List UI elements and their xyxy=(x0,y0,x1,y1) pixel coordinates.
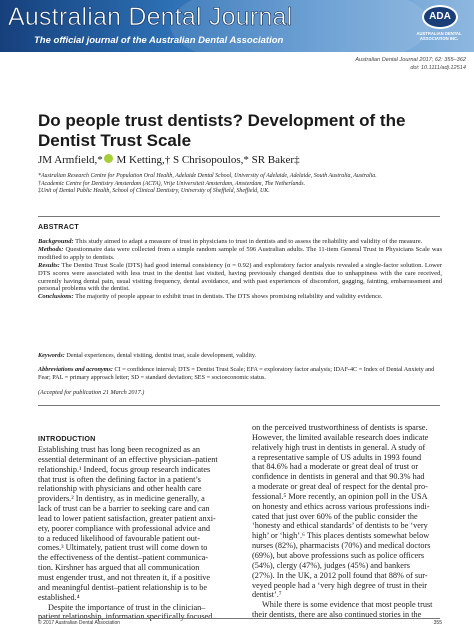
abbreviations-label: Abbreviations and acronyms: xyxy=(38,366,113,373)
affiliation-2: †Academic Centre for Dentistry Amsterdam (ACTA), Vrije Universiteit Amsterdam, Amsterdam, The Netherlands. xyxy=(38,180,306,187)
affiliations xyxy=(38,173,448,196)
text-line: Establishing trust has long been recognized as an xyxy=(38,445,200,454)
introduction-right-column xyxy=(252,423,442,620)
text-line: on honesty and ethics across various professions indi- xyxy=(252,501,430,511)
divider-top xyxy=(38,216,440,217)
text-line: and meaningful dentist–patient relationship is to be xyxy=(38,582,208,592)
text-line: lack of trust can be a barrier to seeking care and can xyxy=(38,504,210,514)
text-line: patient relationship, information specifically focused xyxy=(38,612,213,622)
abstract-methods xyxy=(38,246,442,262)
abstract-results xyxy=(38,262,442,294)
text-line: lead to lower patient satisfaction, greater patient anxi- xyxy=(38,513,216,523)
text-line: comes.³ Ultimately, patient trust will come down to xyxy=(38,543,208,553)
abbreviations-text: CI = confidence interval; DTS = Dentist Trust Scale; EFA = exploratory factor analysis; IDAF-4C = Index of Dental Anxiety and Fear; PAL = primary approach letter; SD = standard deviation; SES = socioeconomic status. xyxy=(38,366,435,381)
keywords-label: Keywords: xyxy=(38,352,65,359)
text-line: (69%), but above professions such as police officers xyxy=(252,550,425,560)
text-line: the effectiveness of the dentist–patient communica- xyxy=(38,553,209,563)
text-line: must engender trust, and not threaten it, if a positive xyxy=(38,572,211,582)
citation xyxy=(355,56,466,72)
ada-logo-text: AUSTRALIAN DENTAL ASSOCIATION INC. xyxy=(416,31,462,41)
text-line: relationship with physicians and other health care xyxy=(38,484,202,494)
results-label: Results: xyxy=(38,261,60,269)
text-line: that trust is often the defining factor in a patient’s xyxy=(38,474,201,484)
abbreviations xyxy=(38,366,442,382)
journal-subtitle: The official journal of the Australian Dental Association xyxy=(34,35,284,46)
text-line: While there is some evidence that most people trust xyxy=(262,600,433,610)
ada-logo-mark: ADA xyxy=(422,5,458,29)
abstract-heading: ABSTRACT xyxy=(38,224,79,231)
journal-title: Australian Dental Journal xyxy=(8,3,293,31)
affiliation-1: *Australian Research Centre for Population Oral Health, Adelaide Dental School, University of Adelaide, Adelaide, South Australia, Australia. xyxy=(38,173,377,179)
text-line: providers.² In dentistry, as in medicine generally, a xyxy=(38,494,205,504)
results-text: The Dentist Trust Scale (DTS) had good internal consistency (α = 0.92) and exploratory factor analysis revealed a single-factor solution. Lower DTS scores were associated with less trust in the dentist last visited, having previously changed dentists due to unhappiness with the care received, currently having dental pain, usual visiting frequency, dental avoidance, and with past experiences of discomfort, gagging, fainting, embarrassment and personal problems with the dentist. xyxy=(38,261,442,293)
divider-bottom xyxy=(38,405,440,406)
text-line: (54%), clergy (47%), judges (45%) and bankers xyxy=(252,560,410,570)
text-line: relatively high trust in dentists in general. A study of xyxy=(252,442,426,452)
background-text: This study aimed to adapt a measure of trust in physicians to trust in dentists and to assess the reliability and validity of the measure. xyxy=(73,238,423,245)
orcid-icon[interactable] xyxy=(104,154,113,163)
abstract-background xyxy=(38,238,442,246)
text-line: Despite the importance of trust in the clinician– xyxy=(48,602,206,612)
text-line: relationship.¹ Indeed, focus group research indicates xyxy=(38,464,211,474)
accepted-date: (Accepted for publication 21 March 2017.) xyxy=(38,389,145,396)
methods-label: Methods: xyxy=(38,245,64,253)
keywords xyxy=(38,352,442,360)
text-line: (27%). In the UK, a 2012 poll found that 88% of sur- xyxy=(252,570,428,580)
text-line: to a reduced likelihood of favourable patient out- xyxy=(38,533,200,543)
conclusions-text: The majority of people appear to exhibit trust in dentists. The DTS shows promising reliability and validity evidence. xyxy=(73,293,383,301)
text-line: However, the limited available research does indicate xyxy=(252,432,429,442)
page-number: 355 xyxy=(433,620,442,626)
introduction-heading: INTRODUCTION xyxy=(38,434,96,443)
ada-logo xyxy=(410,5,468,49)
journal-banner xyxy=(0,0,474,52)
affiliation-3: ‡Unit of Dental Public Health, School of Clinical Dentistry, University of Sheffield, Sheffield, UK. xyxy=(38,188,270,195)
author-list xyxy=(38,154,300,166)
text-line: ‘honesty and ethical standards’ of dentists to be ‘very xyxy=(252,521,428,531)
text-line: high’ or ‘high’.⁶ This places dentists somewhat below xyxy=(252,531,430,541)
footer-copyright: © 2017 Australian Dental Association xyxy=(38,620,121,626)
text-line: fessional.⁵ More recently, an opinion poll in the USA xyxy=(252,491,428,501)
text-line: a representative sample of US adults in 1993 found xyxy=(252,452,422,462)
author-rest: M Ketting,† S Chrisopoulos,* SR Baker‡ xyxy=(113,154,300,166)
footer-divider xyxy=(38,618,440,619)
text-line: essential determinant of an effective physician–patient xyxy=(38,454,218,464)
methods-text: Questionnaire data were collected from a simple random sample of 596 Australian adults. The 11-item General Trust in Physicians Scale was modified to apply to dentists. xyxy=(38,245,442,261)
text-line: veyed people had a ‘very high degree of trust in their xyxy=(252,580,428,590)
text-line: nurses (82%), pharmacists (70%) and medical doctors xyxy=(252,541,431,551)
text-line: confidence in dentists in general and that 90.3% had xyxy=(252,472,425,482)
text-line: a moderate or great deal of respect for the dental pro- xyxy=(252,482,428,492)
citation-volume: Australian Dental Journal 2017; 62: 355–362 xyxy=(355,57,466,63)
text-line: ety, poorer compliance with professional advice and xyxy=(38,523,210,533)
text-line: tion. Kirshner has argued that all communication xyxy=(38,563,200,573)
conclusions-label: Conclusions: xyxy=(38,293,74,301)
article-title: Do people trust dentists? Development of the Dentist Trust Scale xyxy=(38,111,406,150)
abstract-conclusions xyxy=(38,293,442,301)
introduction-left-column xyxy=(38,445,231,622)
text-line: cated that just over 60% of the public consider the xyxy=(252,511,418,521)
text-line: established.⁴ xyxy=(38,592,80,602)
abstract-body xyxy=(38,238,442,301)
author-first: JM Armfield,* xyxy=(38,154,103,166)
text-line: dentist’.⁷ xyxy=(252,590,282,600)
background-label: Background: xyxy=(38,238,74,245)
keywords-text: Dental experiences, dental visiting, dentist trust, scale development, validity. xyxy=(64,352,257,359)
text-line: their dentists, there are also continued stories in the xyxy=(252,610,422,620)
citation-doi[interactable]: doi: 10.1111/adj.12514 xyxy=(410,65,466,71)
text-line: on the perceived trustworthiness of dentists is sparse. xyxy=(252,423,428,432)
text-line: that 84.6% had a moderate or great deal of trust or xyxy=(252,462,419,472)
